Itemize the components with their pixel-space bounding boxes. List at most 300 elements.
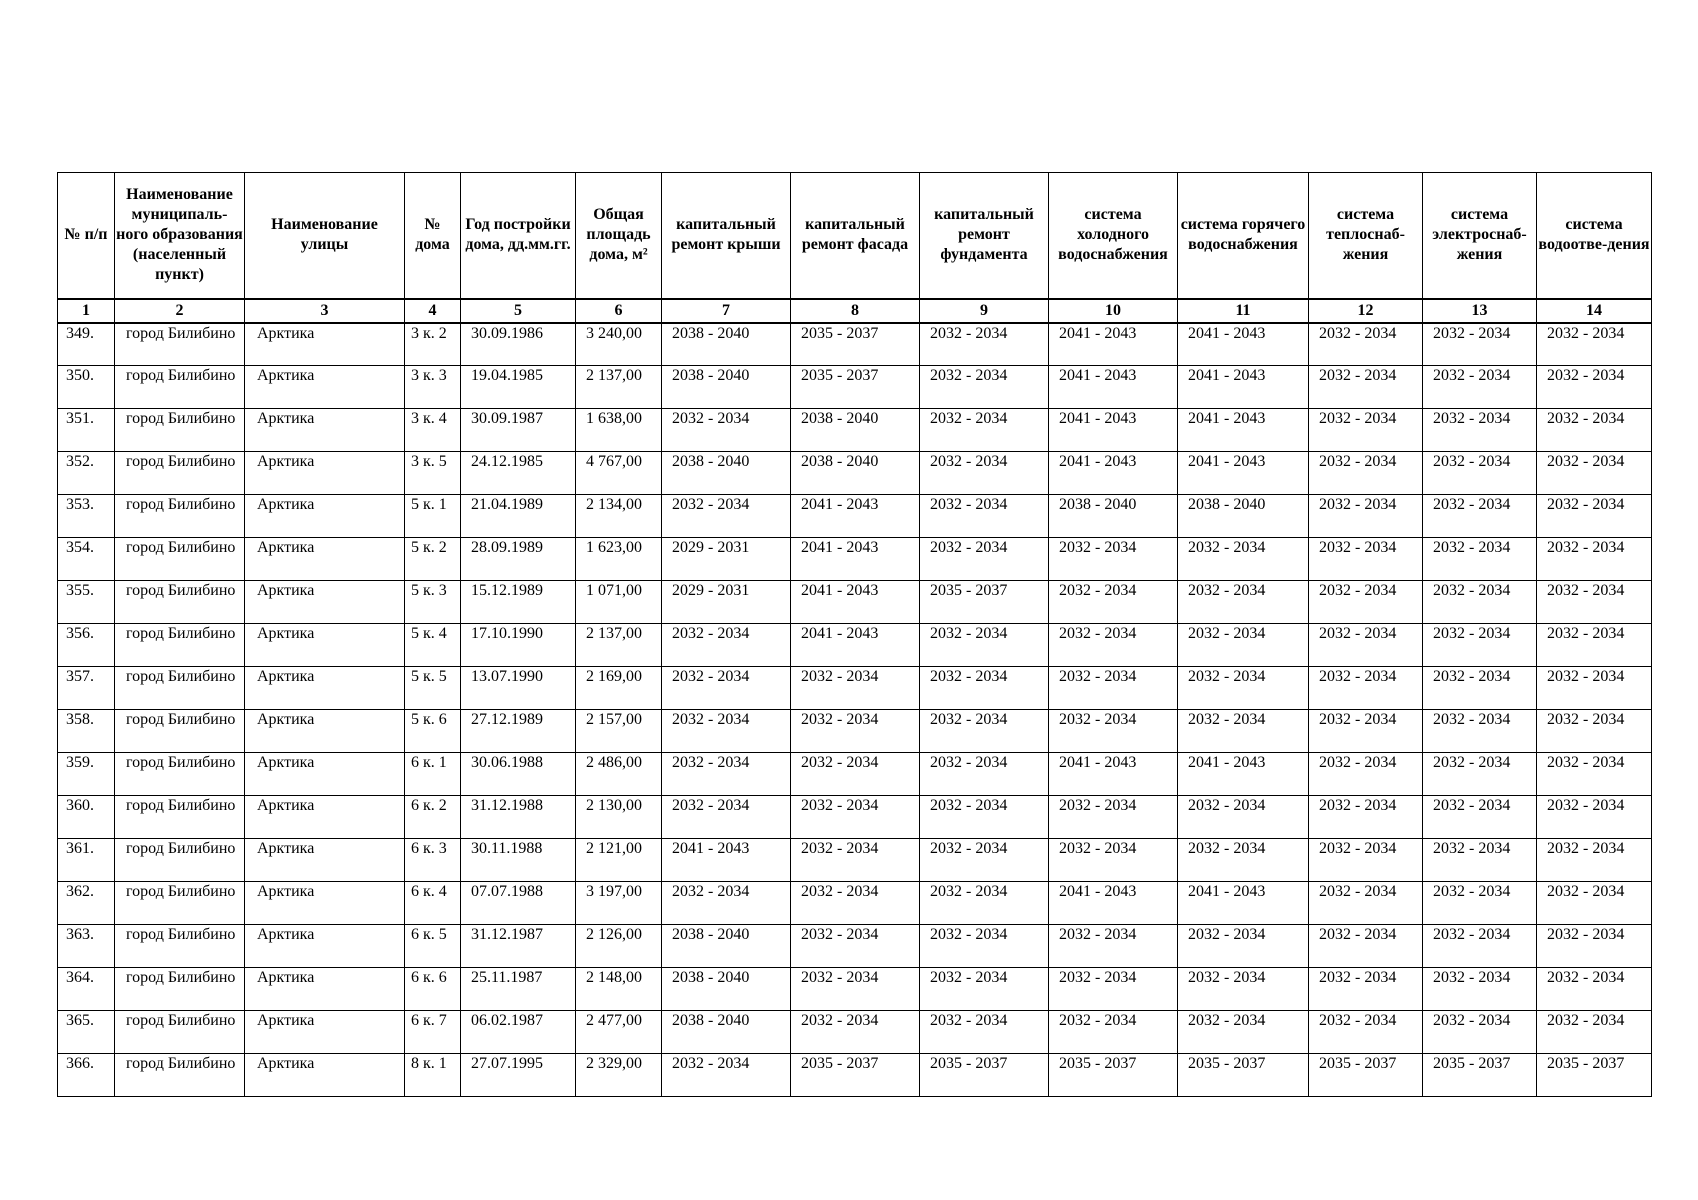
table-row [58, 1011, 1652, 1054]
cell-roof-repair: 2038 - 2040 [662, 366, 791, 409]
cell-roof-repair: 2032 - 2034 [662, 495, 791, 538]
cell-street: Арктика [245, 1054, 405, 1097]
cell-drainage-system: 2032 - 2034 [1537, 624, 1652, 667]
cell-cold-water-system: 2032 - 2034 [1049, 710, 1178, 753]
cell-facade-repair: 2035 - 2037 [791, 323, 920, 366]
cell-cold-water-system: 2041 - 2043 [1049, 409, 1178, 452]
cell-house-number: 6 к. 2 [405, 796, 461, 839]
cell-street: Арктика [245, 366, 405, 409]
cell-municipality: город Билибино [115, 366, 245, 409]
cell-number: 363. [58, 925, 115, 968]
column-number-drainage-system: 14 [1537, 299, 1652, 323]
cell-heating-system: 2032 - 2034 [1309, 667, 1423, 710]
cell-hot-water-system: 2035 - 2037 [1178, 1054, 1309, 1097]
cell-hot-water-system: 2032 - 2034 [1178, 1011, 1309, 1054]
cell-roof-repair: 2032 - 2034 [662, 624, 791, 667]
cell-heating-system: 2032 - 2034 [1309, 452, 1423, 495]
cell-street: Арктика [245, 796, 405, 839]
cell-number: 362. [58, 882, 115, 925]
cell-heating-system: 2032 - 2034 [1309, 925, 1423, 968]
cell-build-date: 31.12.1988 [461, 796, 576, 839]
cell-drainage-system: 2032 - 2034 [1537, 538, 1652, 581]
cell-facade-repair: 2038 - 2040 [791, 409, 920, 452]
cell-municipality: город Билибино [115, 1054, 245, 1097]
cell-electricity-system: 2032 - 2034 [1423, 796, 1537, 839]
cell-electricity-system: 2032 - 2034 [1423, 581, 1537, 624]
cell-street: Арктика [245, 710, 405, 753]
cell-build-date: 21.04.1989 [461, 495, 576, 538]
cell-build-date: 30.06.1988 [461, 753, 576, 796]
cell-house-number: 5 к. 5 [405, 667, 461, 710]
table-row [58, 925, 1652, 968]
cell-electricity-system: 2032 - 2034 [1423, 409, 1537, 452]
table-row [58, 968, 1652, 1011]
cell-foundation-repair: 2032 - 2034 [920, 538, 1049, 581]
cell-facade-repair: 2032 - 2034 [791, 710, 920, 753]
table-row [58, 538, 1652, 581]
table-row [58, 1054, 1652, 1097]
cell-total-area: 2 169,00 [576, 667, 662, 710]
cell-electricity-system: 2032 - 2034 [1423, 1011, 1537, 1054]
cell-drainage-system: 2032 - 2034 [1537, 796, 1652, 839]
cell-municipality: город Билибино [115, 495, 245, 538]
cell-cold-water-system: 2035 - 2037 [1049, 1054, 1178, 1097]
cell-total-area: 1 623,00 [576, 538, 662, 581]
cell-electricity-system: 2032 - 2034 [1423, 538, 1537, 581]
cell-facade-repair: 2032 - 2034 [791, 753, 920, 796]
cell-facade-repair: 2032 - 2034 [791, 667, 920, 710]
cell-hot-water-system: 2032 - 2034 [1178, 925, 1309, 968]
cell-facade-repair: 2035 - 2037 [791, 1054, 920, 1097]
cell-electricity-system: 2032 - 2034 [1423, 839, 1537, 882]
cell-build-date: 07.07.1988 [461, 882, 576, 925]
cell-build-date: 27.12.1989 [461, 710, 576, 753]
cell-drainage-system: 2032 - 2034 [1537, 495, 1652, 538]
cell-electricity-system: 2032 - 2034 [1423, 667, 1537, 710]
cell-cold-water-system: 2032 - 2034 [1049, 796, 1178, 839]
cell-drainage-system: 2032 - 2034 [1537, 839, 1652, 882]
cell-facade-repair: 2032 - 2034 [791, 1011, 920, 1054]
cell-cold-water-system: 2032 - 2034 [1049, 839, 1178, 882]
cell-foundation-repair: 2035 - 2037 [920, 581, 1049, 624]
cell-foundation-repair: 2032 - 2034 [920, 882, 1049, 925]
cell-municipality: город Билибино [115, 538, 245, 581]
cell-electricity-system: 2032 - 2034 [1423, 753, 1537, 796]
cell-hot-water-system: 2032 - 2034 [1178, 710, 1309, 753]
cell-build-date: 19.04.1985 [461, 366, 576, 409]
cell-house-number: 6 к. 3 [405, 839, 461, 882]
column-number-house-number: 4 [405, 299, 461, 323]
cell-roof-repair: 2038 - 2040 [662, 925, 791, 968]
cell-heating-system: 2032 - 2034 [1309, 409, 1423, 452]
cell-electricity-system: 2032 - 2034 [1423, 710, 1537, 753]
cell-drainage-system: 2032 - 2034 [1537, 581, 1652, 624]
cell-street: Арктика [245, 581, 405, 624]
cell-street: Арктика [245, 753, 405, 796]
column-header-number: № п/п [58, 173, 115, 299]
cell-cold-water-system: 2041 - 2043 [1049, 323, 1178, 366]
cell-street: Арктика [245, 538, 405, 581]
cell-house-number: 3 к. 4 [405, 409, 461, 452]
cell-drainage-system: 2032 - 2034 [1537, 882, 1652, 925]
cell-foundation-repair: 2032 - 2034 [920, 1011, 1049, 1054]
cell-cold-water-system: 2032 - 2034 [1049, 925, 1178, 968]
cell-foundation-repair: 2032 - 2034 [920, 710, 1049, 753]
cell-facade-repair: 2032 - 2034 [791, 882, 920, 925]
cell-cold-water-system: 2032 - 2034 [1049, 1011, 1178, 1054]
cell-foundation-repair: 2035 - 2037 [920, 1054, 1049, 1097]
table-row [58, 581, 1652, 624]
column-header-electricity-system: система электроснаб-жения [1423, 173, 1537, 299]
cell-drainage-system: 2035 - 2037 [1537, 1054, 1652, 1097]
cell-foundation-repair: 2032 - 2034 [920, 366, 1049, 409]
cell-number: 354. [58, 538, 115, 581]
cell-house-number: 3 к. 2 [405, 323, 461, 366]
repair-schedule-table [57, 172, 1652, 1097]
cell-street: Арктика [245, 452, 405, 495]
cell-drainage-system: 2032 - 2034 [1537, 452, 1652, 495]
cell-electricity-system: 2032 - 2034 [1423, 882, 1537, 925]
cell-total-area: 2 134,00 [576, 495, 662, 538]
cell-facade-repair: 2041 - 2043 [791, 581, 920, 624]
cell-municipality: город Билибино [115, 968, 245, 1011]
cell-facade-repair: 2041 - 2043 [791, 495, 920, 538]
cell-hot-water-system: 2041 - 2043 [1178, 409, 1309, 452]
cell-house-number: 8 к. 1 [405, 1054, 461, 1097]
column-number-municipality: 2 [115, 299, 245, 323]
cell-hot-water-system: 2041 - 2043 [1178, 882, 1309, 925]
table-row [58, 624, 1652, 667]
cell-house-number: 5 к. 2 [405, 538, 461, 581]
cell-foundation-repair: 2032 - 2034 [920, 968, 1049, 1011]
table-row [58, 452, 1652, 495]
cell-roof-repair: 2038 - 2040 [662, 1011, 791, 1054]
column-header-roof-repair: капитальный ремонт крыши [662, 173, 791, 299]
cell-total-area: 2 148,00 [576, 968, 662, 1011]
cell-total-area: 1 638,00 [576, 409, 662, 452]
cell-house-number: 6 к. 1 [405, 753, 461, 796]
cell-heating-system: 2032 - 2034 [1309, 538, 1423, 581]
cell-house-number: 6 к. 6 [405, 968, 461, 1011]
cell-number: 361. [58, 839, 115, 882]
cell-street: Арктика [245, 839, 405, 882]
cell-heating-system: 2032 - 2034 [1309, 796, 1423, 839]
cell-hot-water-system: 2032 - 2034 [1178, 667, 1309, 710]
cell-number: 357. [58, 667, 115, 710]
cell-heating-system: 2032 - 2034 [1309, 882, 1423, 925]
cell-street: Арктика [245, 925, 405, 968]
cell-street: Арктика [245, 968, 405, 1011]
column-number-number: 1 [58, 299, 115, 323]
cell-foundation-repair: 2032 - 2034 [920, 667, 1049, 710]
cell-drainage-system: 2032 - 2034 [1537, 323, 1652, 366]
cell-number: 355. [58, 581, 115, 624]
table-body [58, 323, 1652, 1097]
table-row [58, 409, 1652, 452]
cell-build-date: 06.02.1987 [461, 1011, 576, 1054]
cell-street: Арктика [245, 323, 405, 366]
cell-heating-system: 2032 - 2034 [1309, 968, 1423, 1011]
cell-hot-water-system: 2032 - 2034 [1178, 968, 1309, 1011]
cell-drainage-system: 2032 - 2034 [1537, 753, 1652, 796]
cell-municipality: город Билибино [115, 452, 245, 495]
table-row [58, 323, 1652, 366]
cell-foundation-repair: 2032 - 2034 [920, 452, 1049, 495]
cell-hot-water-system: 2032 - 2034 [1178, 796, 1309, 839]
cell-municipality: город Билибино [115, 710, 245, 753]
table-row [58, 366, 1652, 409]
cell-build-date: 31.12.1987 [461, 925, 576, 968]
cell-roof-repair: 2032 - 2034 [662, 753, 791, 796]
column-number-street: 3 [245, 299, 405, 323]
column-header-facade-repair: капитальный ремонт фасада [791, 173, 920, 299]
column-header-street: Наименование улицы [245, 173, 405, 299]
cell-number: 356. [58, 624, 115, 667]
cell-foundation-repair: 2032 - 2034 [920, 495, 1049, 538]
cell-drainage-system: 2032 - 2034 [1537, 667, 1652, 710]
cell-build-date: 30.11.1988 [461, 839, 576, 882]
cell-municipality: город Билибино [115, 839, 245, 882]
cell-house-number: 3 к. 3 [405, 366, 461, 409]
cell-heating-system: 2035 - 2037 [1309, 1054, 1423, 1097]
cell-hot-water-system: 2038 - 2040 [1178, 495, 1309, 538]
cell-heating-system: 2032 - 2034 [1309, 839, 1423, 882]
cell-heating-system: 2032 - 2034 [1309, 624, 1423, 667]
column-number-electricity-system: 13 [1423, 299, 1537, 323]
cell-total-area: 4 767,00 [576, 452, 662, 495]
cell-facade-repair: 2032 - 2034 [791, 839, 920, 882]
cell-number: 359. [58, 753, 115, 796]
cell-total-area: 2 126,00 [576, 925, 662, 968]
cell-electricity-system: 2032 - 2034 [1423, 495, 1537, 538]
column-header-cold-water-system: система холодного водоснабжения [1049, 173, 1178, 299]
column-header-foundation-repair: капитальный ремонт фундамента [920, 173, 1049, 299]
cell-build-date: 28.09.1989 [461, 538, 576, 581]
cell-heating-system: 2032 - 2034 [1309, 323, 1423, 366]
cell-total-area: 2 121,00 [576, 839, 662, 882]
cell-total-area: 2 137,00 [576, 366, 662, 409]
table-row [58, 882, 1652, 925]
cell-roof-repair: 2032 - 2034 [662, 409, 791, 452]
cell-hot-water-system: 2041 - 2043 [1178, 753, 1309, 796]
cell-roof-repair: 2041 - 2043 [662, 839, 791, 882]
cell-roof-repair: 2032 - 2034 [662, 796, 791, 839]
cell-street: Арктика [245, 624, 405, 667]
cell-hot-water-system: 2032 - 2034 [1178, 581, 1309, 624]
cell-house-number: 5 к. 6 [405, 710, 461, 753]
cell-municipality: город Билибино [115, 581, 245, 624]
cell-cold-water-system: 2032 - 2034 [1049, 538, 1178, 581]
cell-hot-water-system: 2041 - 2043 [1178, 452, 1309, 495]
cell-house-number: 6 к. 5 [405, 925, 461, 968]
cell-build-date: 15.12.1989 [461, 581, 576, 624]
cell-house-number: 5 к. 4 [405, 624, 461, 667]
column-number-heating-system: 12 [1309, 299, 1423, 323]
cell-facade-repair: 2041 - 2043 [791, 624, 920, 667]
cell-total-area: 2 477,00 [576, 1011, 662, 1054]
header-row [58, 173, 1652, 299]
cell-street: Арктика [245, 667, 405, 710]
cell-hot-water-system: 2041 - 2043 [1178, 366, 1309, 409]
cell-foundation-repair: 2032 - 2034 [920, 753, 1049, 796]
column-header-house-number: № дома [405, 173, 461, 299]
cell-municipality: город Билибино [115, 323, 245, 366]
column-header-drainage-system: система водоотве-дения [1537, 173, 1652, 299]
cell-cold-water-system: 2032 - 2034 [1049, 968, 1178, 1011]
cell-house-number: 6 к. 4 [405, 882, 461, 925]
cell-roof-repair: 2038 - 2040 [662, 452, 791, 495]
cell-hot-water-system: 2041 - 2043 [1178, 323, 1309, 366]
cell-hot-water-system: 2032 - 2034 [1178, 624, 1309, 667]
column-header-build-date: Год постройки дома, дд.мм.гг. [461, 173, 576, 299]
cell-municipality: город Билибино [115, 796, 245, 839]
cell-heating-system: 2032 - 2034 [1309, 495, 1423, 538]
cell-heating-system: 2032 - 2034 [1309, 1011, 1423, 1054]
cell-facade-repair: 2032 - 2034 [791, 968, 920, 1011]
cell-roof-repair: 2032 - 2034 [662, 710, 791, 753]
cell-electricity-system: 2032 - 2034 [1423, 968, 1537, 1011]
cell-municipality: город Билибино [115, 753, 245, 796]
cell-total-area: 2 137,00 [576, 624, 662, 667]
cell-cold-water-system: 2032 - 2034 [1049, 624, 1178, 667]
cell-drainage-system: 2032 - 2034 [1537, 1011, 1652, 1054]
cell-street: Арктика [245, 409, 405, 452]
cell-roof-repair: 2029 - 2031 [662, 538, 791, 581]
cell-municipality: город Билибино [115, 882, 245, 925]
cell-total-area: 3 240,00 [576, 323, 662, 366]
column-header-hot-water-system: система горячего водоснабжения [1178, 173, 1309, 299]
column-number-hot-water-system: 11 [1178, 299, 1309, 323]
cell-hot-water-system: 2032 - 2034 [1178, 538, 1309, 581]
table-row [58, 839, 1652, 882]
cell-foundation-repair: 2032 - 2034 [920, 796, 1049, 839]
cell-municipality: город Билибино [115, 925, 245, 968]
cell-electricity-system: 2032 - 2034 [1423, 366, 1537, 409]
cell-number: 366. [58, 1054, 115, 1097]
cell-municipality: город Билибино [115, 1011, 245, 1054]
cell-heating-system: 2032 - 2034 [1309, 710, 1423, 753]
cell-build-date: 30.09.1986 [461, 323, 576, 366]
cell-cold-water-system: 2032 - 2034 [1049, 667, 1178, 710]
cell-heating-system: 2032 - 2034 [1309, 581, 1423, 624]
cell-hot-water-system: 2032 - 2034 [1178, 839, 1309, 882]
cell-heating-system: 2032 - 2034 [1309, 753, 1423, 796]
cell-drainage-system: 2032 - 2034 [1537, 925, 1652, 968]
cell-roof-repair: 2032 - 2034 [662, 667, 791, 710]
cell-build-date: 25.11.1987 [461, 968, 576, 1011]
cell-cold-water-system: 2041 - 2043 [1049, 452, 1178, 495]
cell-cold-water-system: 2038 - 2040 [1049, 495, 1178, 538]
cell-build-date: 24.12.1985 [461, 452, 576, 495]
cell-roof-repair: 2032 - 2034 [662, 882, 791, 925]
cell-total-area: 2 130,00 [576, 796, 662, 839]
column-header-municipality: Наименование муниципаль-ного образования (населенный пункт) [115, 173, 245, 299]
table-row [58, 667, 1652, 710]
cell-facade-repair: 2032 - 2034 [791, 925, 920, 968]
cell-street: Арктика [245, 495, 405, 538]
cell-house-number: 6 к. 7 [405, 1011, 461, 1054]
column-number-row [58, 299, 1652, 323]
cell-electricity-system: 2032 - 2034 [1423, 452, 1537, 495]
cell-build-date: 27.07.1995 [461, 1054, 576, 1097]
cell-roof-repair: 2038 - 2040 [662, 968, 791, 1011]
cell-foundation-repair: 2032 - 2034 [920, 839, 1049, 882]
cell-foundation-repair: 2032 - 2034 [920, 409, 1049, 452]
cell-number: 352. [58, 452, 115, 495]
cell-municipality: город Билибино [115, 667, 245, 710]
cell-electricity-system: 2032 - 2034 [1423, 323, 1537, 366]
cell-cold-water-system: 2041 - 2043 [1049, 882, 1178, 925]
column-number-cold-water-system: 10 [1049, 299, 1178, 323]
cell-total-area: 1 071,00 [576, 581, 662, 624]
column-number-foundation-repair: 9 [920, 299, 1049, 323]
cell-number: 353. [58, 495, 115, 538]
cell-drainage-system: 2032 - 2034 [1537, 968, 1652, 1011]
cell-roof-repair: 2029 - 2031 [662, 581, 791, 624]
cell-total-area: 2 486,00 [576, 753, 662, 796]
cell-facade-repair: 2035 - 2037 [791, 366, 920, 409]
cell-total-area: 2 329,00 [576, 1054, 662, 1097]
cell-build-date: 13.07.1990 [461, 667, 576, 710]
cell-municipality: город Билибино [115, 624, 245, 667]
column-number-facade-repair: 8 [791, 299, 920, 323]
column-header-heating-system: система теплоснаб-жения [1309, 173, 1423, 299]
cell-number: 349. [58, 323, 115, 366]
table-row [58, 796, 1652, 839]
cell-roof-repair: 2038 - 2040 [662, 323, 791, 366]
column-header-total-area: Общая площадь дома, м² [576, 173, 662, 299]
table-row [58, 710, 1652, 753]
cell-build-date: 17.10.1990 [461, 624, 576, 667]
column-number-roof-repair: 7 [662, 299, 791, 323]
cell-electricity-system: 2032 - 2034 [1423, 624, 1537, 667]
cell-total-area: 3 197,00 [576, 882, 662, 925]
column-number-total-area: 6 [576, 299, 662, 323]
cell-number: 364. [58, 968, 115, 1011]
cell-roof-repair: 2032 - 2034 [662, 1054, 791, 1097]
cell-facade-repair: 2041 - 2043 [791, 538, 920, 581]
cell-heating-system: 2032 - 2034 [1309, 366, 1423, 409]
cell-house-number: 3 к. 5 [405, 452, 461, 495]
cell-electricity-system: 2032 - 2034 [1423, 925, 1537, 968]
cell-cold-water-system: 2032 - 2034 [1049, 581, 1178, 624]
table-row [58, 495, 1652, 538]
cell-facade-repair: 2032 - 2034 [791, 796, 920, 839]
cell-street: Арктика [245, 882, 405, 925]
cell-number: 365. [58, 1011, 115, 1054]
cell-cold-water-system: 2041 - 2043 [1049, 753, 1178, 796]
cell-drainage-system: 2032 - 2034 [1537, 366, 1652, 409]
cell-number: 351. [58, 409, 115, 452]
cell-drainage-system: 2032 - 2034 [1537, 710, 1652, 753]
cell-municipality: город Билибино [115, 409, 245, 452]
table-row [58, 753, 1652, 796]
cell-foundation-repair: 2032 - 2034 [920, 624, 1049, 667]
cell-street: Арктика [245, 1011, 405, 1054]
column-number-build-date: 5 [461, 299, 576, 323]
cell-number: 350. [58, 366, 115, 409]
cell-number: 358. [58, 710, 115, 753]
cell-number: 360. [58, 796, 115, 839]
cell-total-area: 2 157,00 [576, 710, 662, 753]
cell-facade-repair: 2038 - 2040 [791, 452, 920, 495]
cell-house-number: 5 к. 3 [405, 581, 461, 624]
cell-foundation-repair: 2032 - 2034 [920, 925, 1049, 968]
cell-cold-water-system: 2041 - 2043 [1049, 366, 1178, 409]
cell-house-number: 5 к. 1 [405, 495, 461, 538]
cell-drainage-system: 2032 - 2034 [1537, 409, 1652, 452]
cell-electricity-system: 2035 - 2037 [1423, 1054, 1537, 1097]
